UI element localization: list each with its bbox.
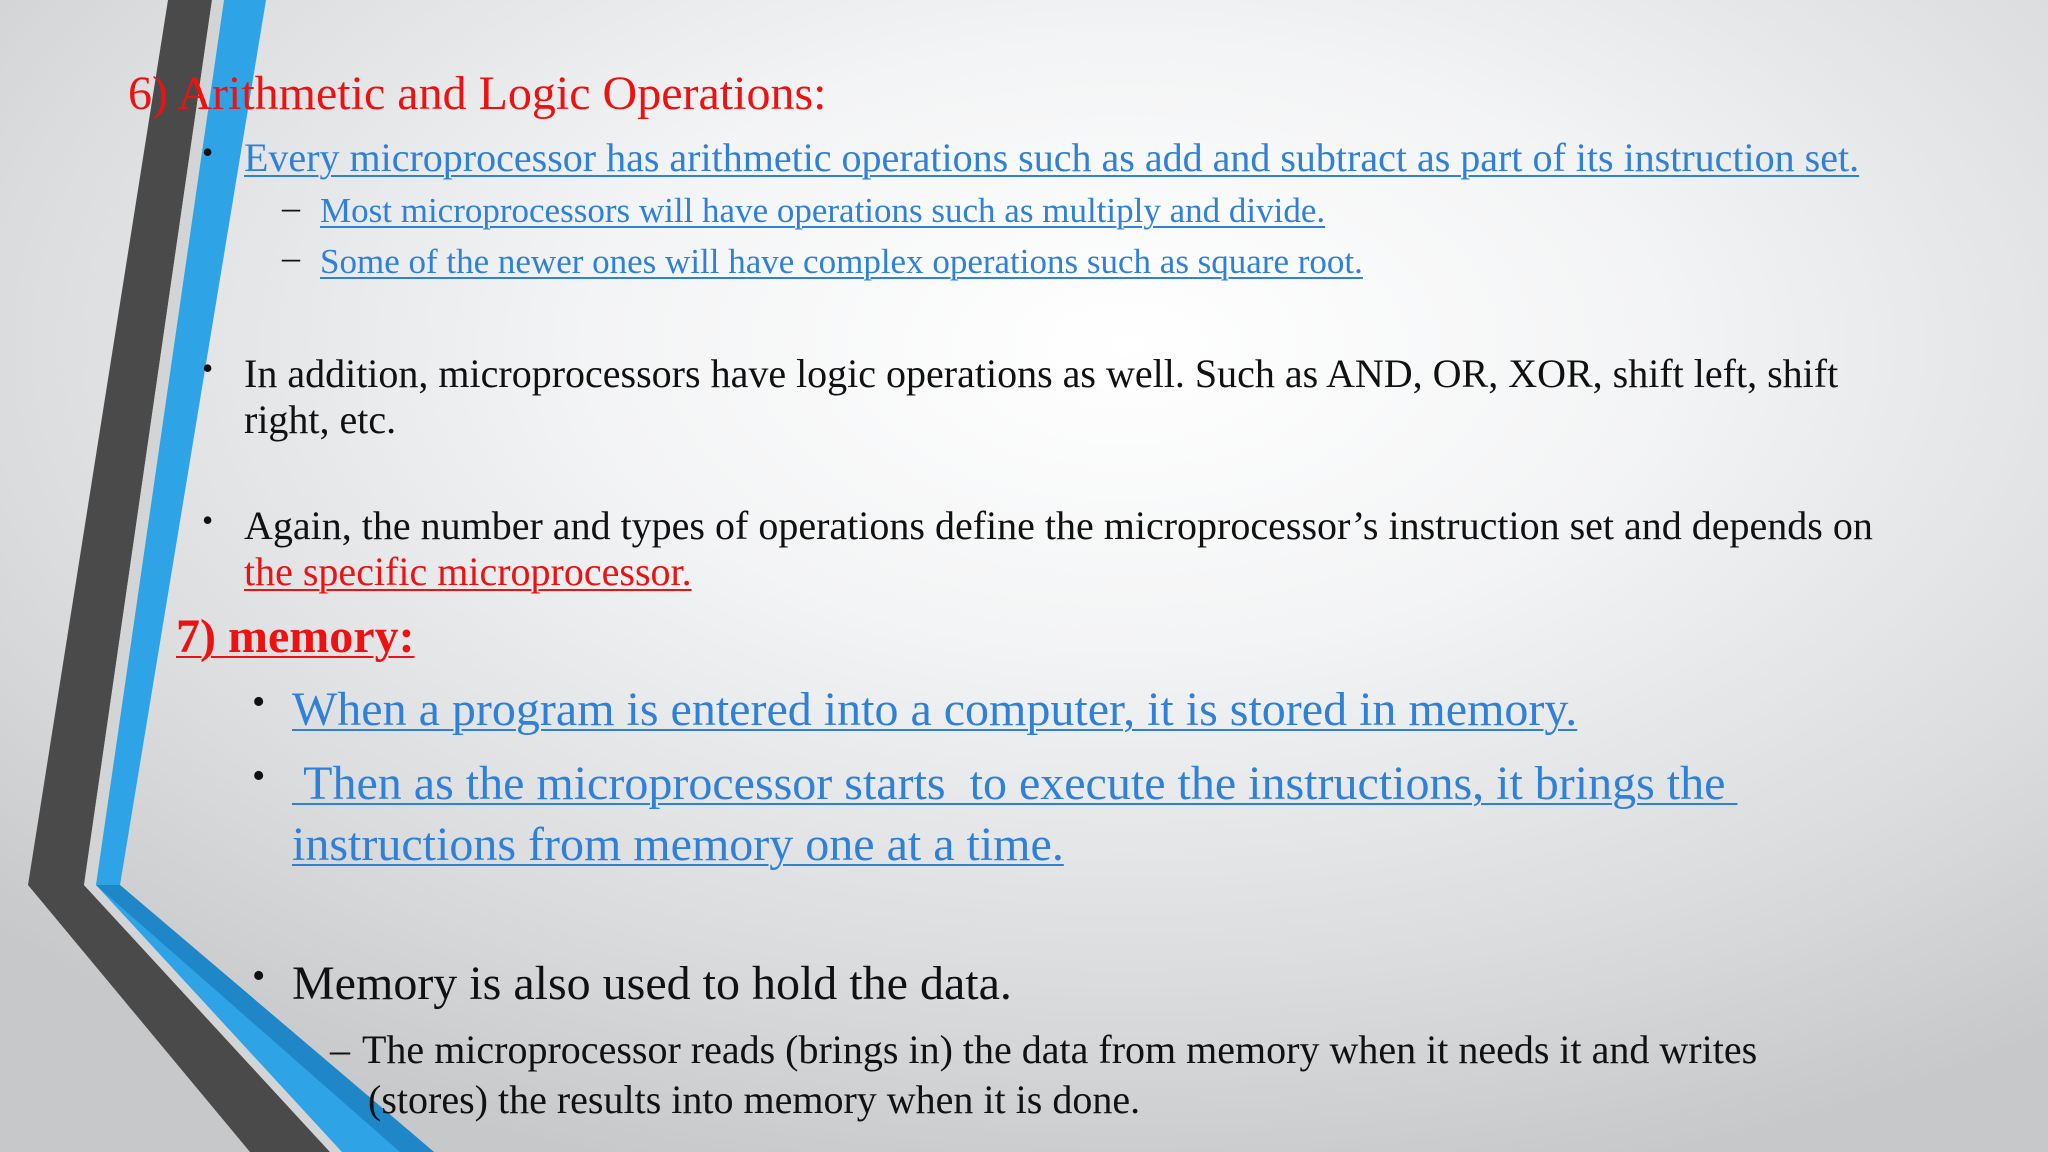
dash-glyph: – xyxy=(330,1027,350,1072)
memory-sub-line-1: The microprocessor reads (brings in) the data from memory when it needs it and writes xyxy=(362,1027,1758,1072)
dash-glyph: – xyxy=(282,237,300,277)
arith-sub-1[interactable]: Most microprocessors will have operations such as multiply and divide. xyxy=(320,191,1326,230)
logic-bullet-line-2: right, etc. xyxy=(244,397,397,442)
bullet-dot: • xyxy=(202,502,214,538)
heading-arithmetic: 6) Arithmetic and Logic Operations: xyxy=(128,67,827,120)
bullet-dot: • xyxy=(202,350,214,386)
arith-bullet-1[interactable]: Every microprocessor has arithmetic operations such as add and subtract as part of its instruction set. xyxy=(244,135,1860,180)
memory-sub-line-2: (stores) the results into memory when it is done. xyxy=(368,1077,1141,1122)
memory-bullet-2-line-1[interactable]: Then as the microprocessor starts to execute the instructions, it brings the xyxy=(292,757,1738,810)
memory-bullet-3: Memory is also used to hold the data. xyxy=(292,957,1012,1010)
memory-bullet-1[interactable]: When a program is entered into a computer, it is stored in memory. xyxy=(292,683,1578,736)
dash-glyph: – xyxy=(282,187,300,227)
bullet-dot: • xyxy=(202,134,214,170)
arith-sub-2[interactable]: Some of the newer ones will have complex operations such as square root. xyxy=(320,242,1363,281)
bullet-dot: • xyxy=(252,955,266,997)
again-bullet-line-1: Again, the number and types of operations define the microprocessor’s instruction set and depends on xyxy=(244,503,1873,548)
logic-bullet-line-1: In addition, microprocessors have logic operations as well. Such as AND, OR, XOR, shift left, shift xyxy=(244,351,1839,396)
again-bullet-line-2: the specific microprocessor. xyxy=(244,549,692,594)
bullet-dot: • xyxy=(252,681,266,723)
heading-memory: 7) memory: xyxy=(176,610,415,663)
memory-bullet-2-line-2[interactable]: instructions from memory one at a time. xyxy=(292,818,1064,871)
bullet-dot: • xyxy=(252,755,266,797)
